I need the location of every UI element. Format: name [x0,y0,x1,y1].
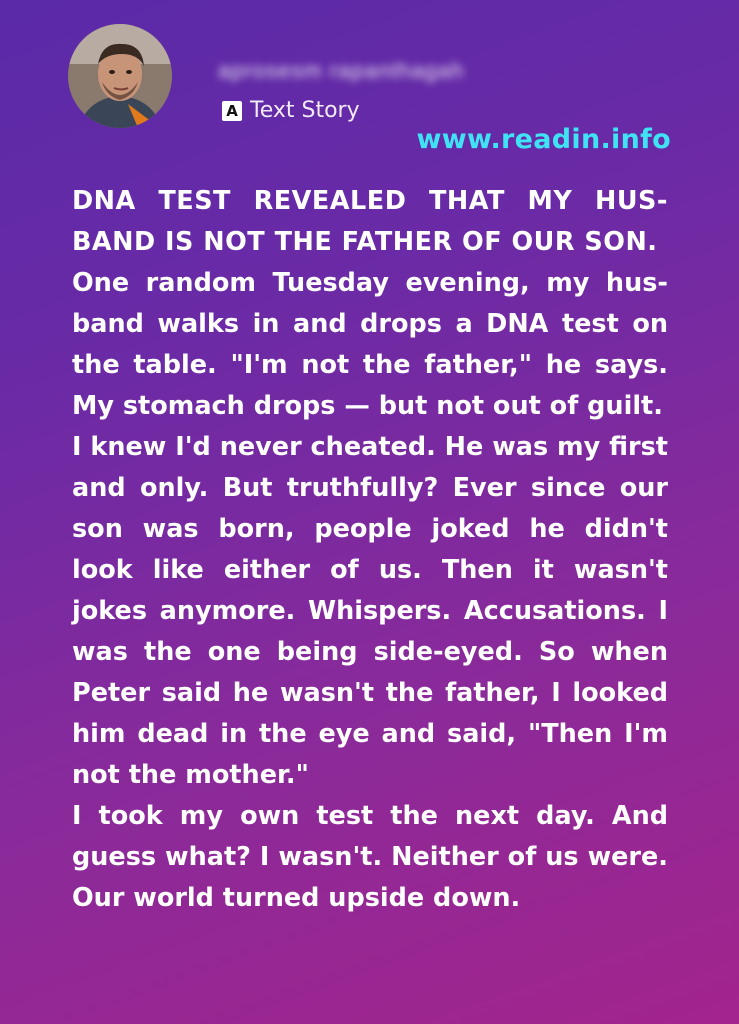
user-avatar-icon[interactable] [68,24,172,128]
story-paragraph: One random Tuesday evening, my husband walks in and drops a DNA test on the table. "I'm not the father," he says. My stomach drops — but not out of guilt. [72,268,668,421]
story-body [72,181,668,919]
author-name[interactable]: aprosesm rapanthagah [218,58,465,83]
story-type-label: Text Story [250,98,360,123]
story-title: DNA TEST REVEALED THAT MY HUS-BAND IS NOT THE FATHER OF OUR SON. [72,186,668,257]
story-paragraph: I knew I'd never cheated. He was my first and only. But truthfully? Ever since our son was born, people joked he didn't look like either of us. Then it wasn't jokes anymore. Whispers. Accusations. I was the one being side-eyed. So when Peter said he wasn't the father, I looked him dead in the eye and said, "Then I'm not the mother." [72,432,668,790]
story-type [222,98,360,123]
avatar-photo [68,24,172,128]
story-paragraph: I took my own test the next day. And guess what? I wasn't. Neither of us were. Our world turned upside down. [72,801,668,913]
story-header [0,0,739,180]
site-url-watermark: www.readin.info [416,124,671,155]
text-story-icon: A [222,101,242,121]
